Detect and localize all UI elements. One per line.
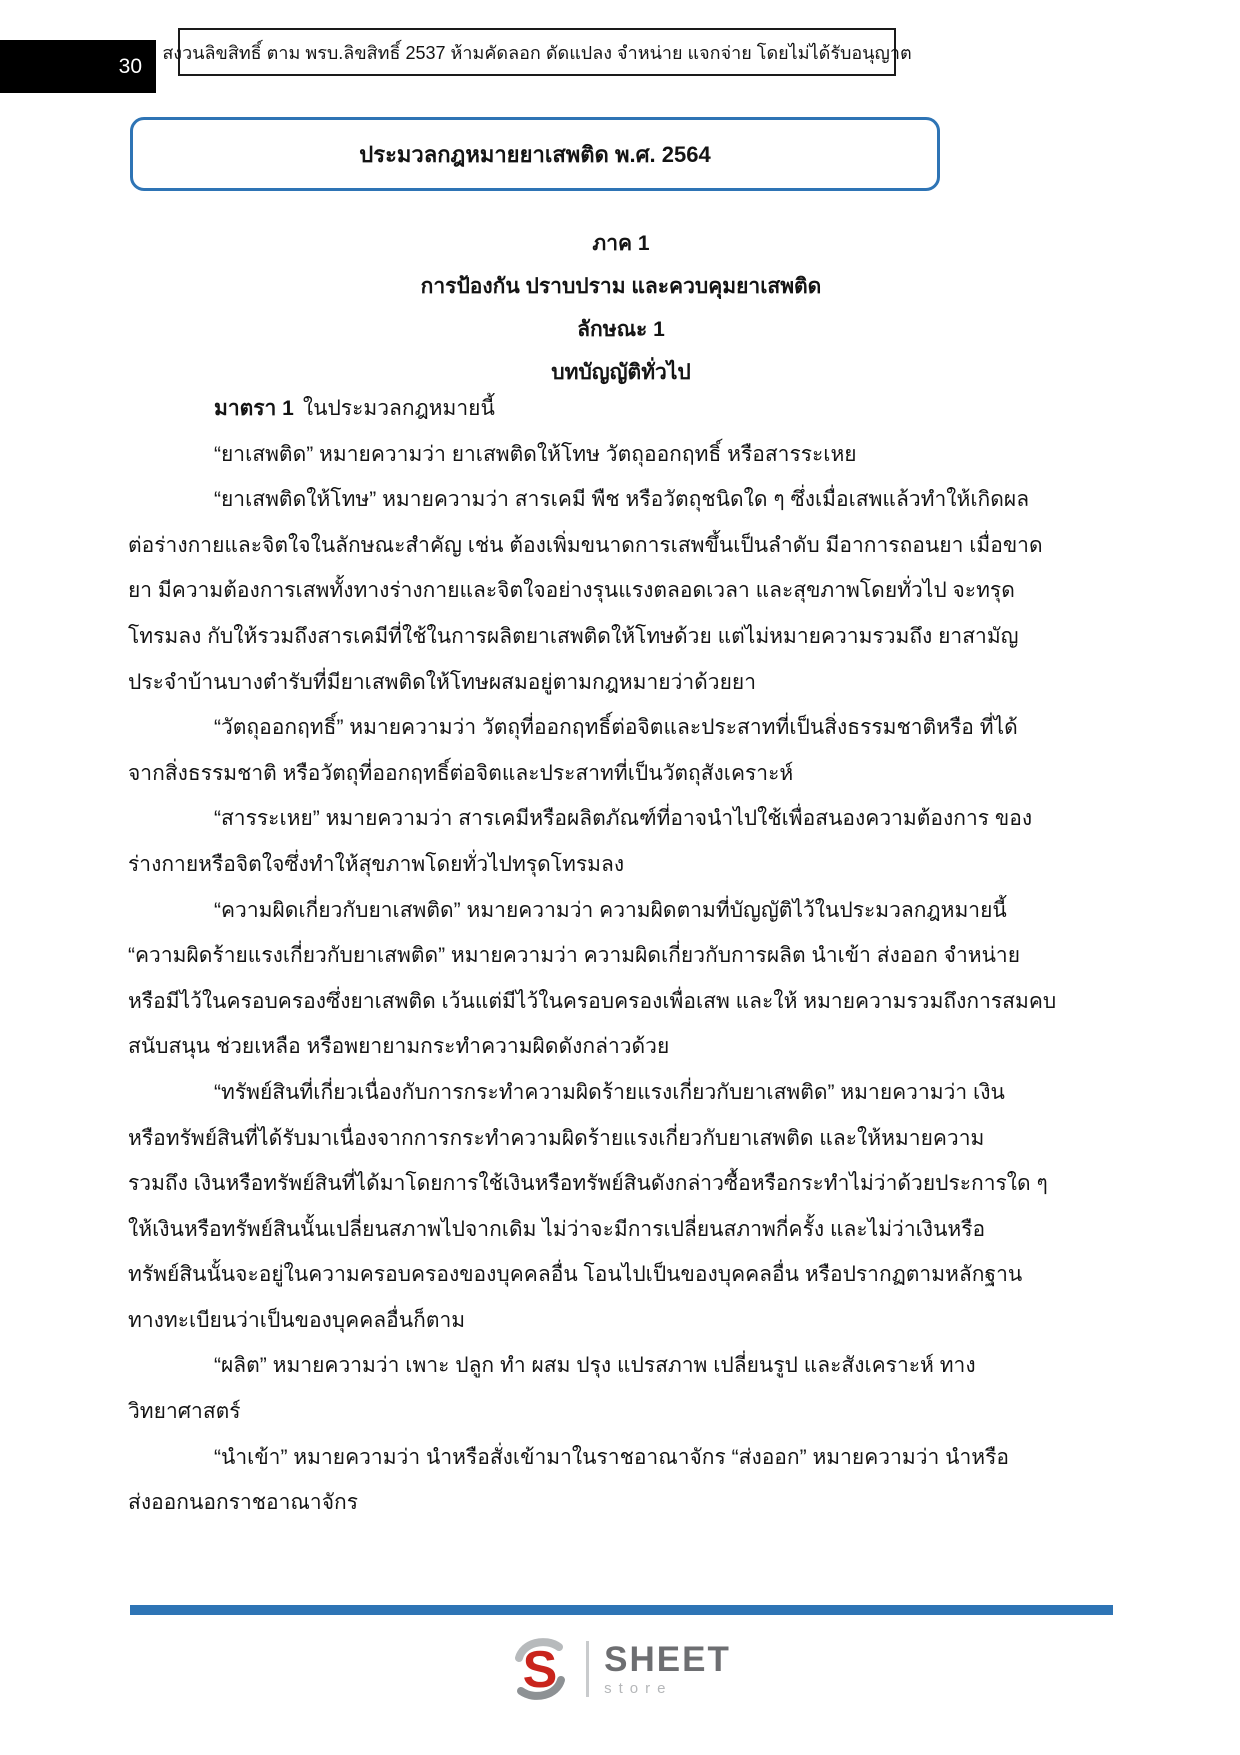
body-line: โทรมลง กับให้รวมถึงสารเคมีที่ใช้ในการผลิตยาเสพติดให้โทษด้วย แต่ไม่หมายความรวมถึง ยาสามัญ xyxy=(128,624,1019,648)
footer-rule xyxy=(130,1605,1113,1615)
body-line: “ยาเสพติดให้โทษ” หมายความว่า สารเคมี พืช หรือวัตถุชนิดใด ๆ ซึ่งเมื่อเสพแล้วทำให้เกิดผล xyxy=(214,488,1030,512)
section-headings xyxy=(128,222,1114,394)
body-line: “ทรัพย์สินที่เกี่ยวเนื่องกับการกระทำความผิดร้ายแรงเกี่ยวกับยาเสพติด” หมายความว่า เงิน xyxy=(214,1080,1005,1104)
body-line: หรือทรัพย์สินที่ได้รับมาเนื่องจากการกระทำความผิดร้ายแรงเกี่ยวกับยาเสพติด และให้หมายความ xyxy=(128,1126,985,1150)
document-body xyxy=(128,386,1114,1526)
brand-subtitle: store xyxy=(604,1680,673,1697)
body-line: “ความผิดร้ายแรงเกี่ยวกับยาเสพติด” หมายความว่า ความผิดเกี่ยวกับการผลิต นำเข้า ส่งออก จำหน่าย xyxy=(128,944,1021,968)
body-line: “นำเข้า” หมายความว่า นำหรือสั่งเข้ามาในราชอาณาจักร “ส่งออก” หมายความว่า นำหรือ xyxy=(214,1445,1010,1469)
body-line: ให้เงินหรือทรัพย์สินนั้นเปลี่ยนสภาพไปจากเดิม ไม่ว่าจะมีการเปลี่ยนสภาพกี่ครั้ง และไม่ว่าเงินหรือ xyxy=(128,1217,986,1241)
section-label: มาตรา 1 xyxy=(214,397,294,420)
page-number: 30 xyxy=(118,54,142,78)
body-line: วิทยาศาสตร์ xyxy=(128,1400,241,1424)
logo-divider xyxy=(586,1641,589,1697)
heading-division: ลักษณะ 1 xyxy=(577,318,665,341)
body-line: “วัตถุออกฤทธิ์” หมายความว่า วัตถุที่ออกฤทธิ์ต่อจิตและประสาทที่เป็นสิ่งธรรมชาติหรือ ที่ได้ xyxy=(214,716,1018,740)
body-line: จากสิ่งธรรมชาติ หรือวัตถุที่ออกฤทธิ์ต่อจิตและประสาทที่เป็นวัตถุสังเคราะห์ xyxy=(128,761,794,785)
brand-name: SHEET xyxy=(604,1640,731,1679)
page-number-box xyxy=(0,40,156,93)
body-line: มาตรา 1 ในประมวลกฎหมายนี้ xyxy=(214,397,495,420)
heading-part-title: การป้องกัน ปราบปราม และควบคุมยาเสพติด xyxy=(420,275,822,298)
logo-wordmark xyxy=(604,1642,731,1696)
body-line: ประจำบ้านบางตำรับที่มียาเสพติดให้โทษผสมอยู่ตามกฎหมายว่าด้วยยา xyxy=(128,670,757,694)
heading-division-title: บทบัญญัติทั่วไป xyxy=(551,361,691,384)
body-line: ต่อร่างกายและจิตใจในลักษณะสำคัญ เช่น ต้องเพิ่มขนาดการเสพขึ้นเป็นลำดับ มีอาการถอนยา เมื่อขาด xyxy=(128,533,1043,557)
body-line: “ความผิดเกี่ยวกับยาเสพติด” หมายความว่า ความผิดตามที่บัญญัติไว้ในประมวลกฎหมายนี้ xyxy=(214,898,1007,922)
body-line: สนับสนุน ช่วยเหลือ หรือพยายามกระทำความผิดดังกล่าวด้วย xyxy=(128,1035,670,1059)
body-line: ส่งออกนอกราชอาณาจักร xyxy=(128,1491,358,1515)
sheet-store-logo xyxy=(0,1624,1240,1714)
body-line: ยา มีความต้องการเสพทั้งทางร่างกายและจิตใจอย่างรุนแรงตลอดเวลา และสุขภาพโดยทั่วไป จะทรุด xyxy=(128,579,1015,603)
body-line: “สารระเหย” หมายความว่า สารเคมีหรือผลิตภัณฑ์ที่อาจนำไปใช้เพื่อสนองความต้องการ ของ xyxy=(214,807,1033,831)
document-title: ประมวลกฎหมายยาเสพติด พ.ศ. 2564 xyxy=(359,141,711,167)
body-line: ร่างกายหรือจิตใจซึ่งทำให้สุขภาพโดยทั่วไปทรุดโทรมลง xyxy=(128,852,625,876)
body-line: หรือมีไว้ในครอบครองซึ่งยาเสพติด เว้นแต่มีไว้ในครอบครองเพื่อเสพ และให้ หมายความรวมถึงการสมคบ xyxy=(128,989,1057,1013)
logo-letter: S xyxy=(522,1641,558,1699)
copyright-text: สงวนลิขสิทธิ์ ตาม พรบ.ลิขสิทธิ์ 2537 ห้ามคัดลอก ดัดแปลง จำหน่าย แจกจ่าย โดยไม่ได้รับอนุญาต xyxy=(162,42,912,63)
copyright-banner xyxy=(162,28,912,76)
body-line: “ยาเสพติด” หมายความว่า ยาเสพติดให้โทษ วัตถุออกฤทธิ์ หรือสารระเหย xyxy=(214,442,857,466)
body-line: รวมถึง เงินหรือทรัพย์สินที่ได้มาโดยการใช้เงินหรือทรัพย์สินดังกล่าวซื้อหรือกระทำไม่ว่าด้วยประการใด ๆ xyxy=(128,1172,1048,1196)
body-line: ทรัพย์สินนั้นจะอยู่ในความครอบครองของบุคคลอื่น โอนไปเป็นของบุคคลอื่น หรือปรากฏตามหลักฐาน xyxy=(128,1263,1023,1287)
body-line: ทางทะเบียนว่าเป็นของบุคคลอื่นก็ตาม xyxy=(128,1308,466,1332)
body-line: “ผลิต” หมายความว่า เพาะ ปลูก ทำ ผสม ปรุง แปรสภาพ เปลี่ยนรูป และสังเคราะห์ ทาง xyxy=(214,1354,976,1378)
document-title-box xyxy=(130,117,940,191)
sheet-store-logo-icon xyxy=(509,1636,571,1702)
heading-part: ภาค 1 xyxy=(592,232,650,255)
